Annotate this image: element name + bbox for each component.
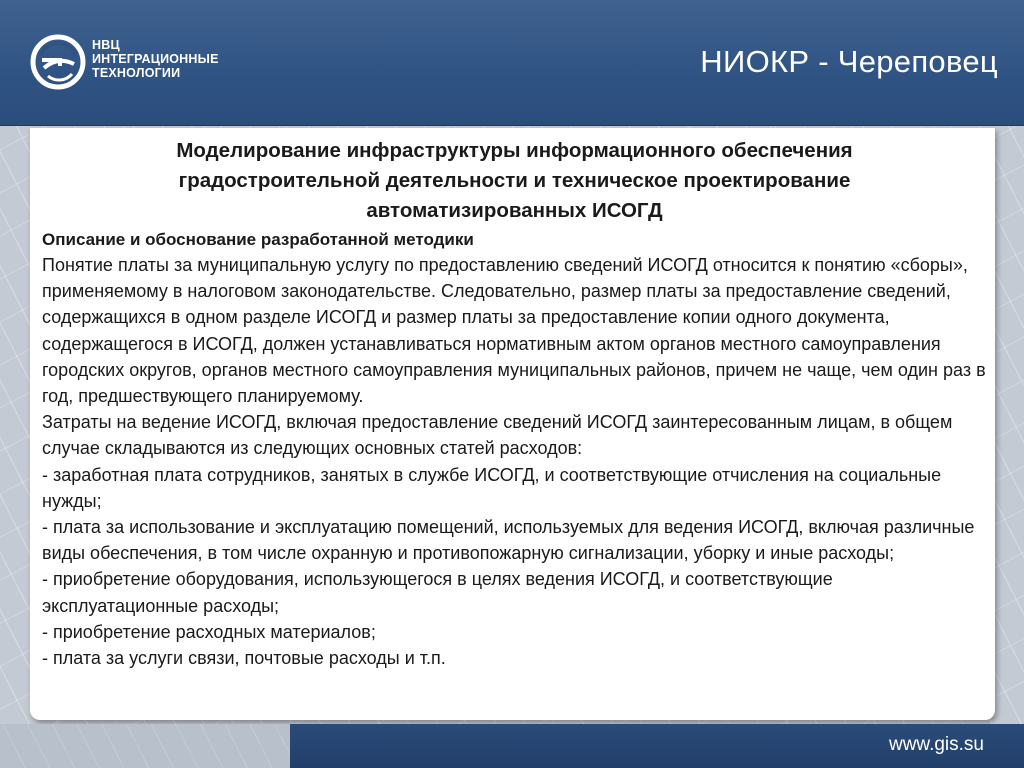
logo-line: ИНТЕГРАЦИОННЫЕ	[92, 52, 219, 66]
slide-title-line: автоматизированных ИСОГД	[366, 199, 663, 222]
paragraph: Затраты на ведение ИСОГД, включая предоставление сведений ИСОГД заинтересованным лицам, в общем случае складываются из следующих основных статей расходов:	[42, 412, 953, 459]
content-body	[42, 136, 987, 671]
slide-title	[42, 136, 987, 226]
website-link[interactable]: www.gis.su	[888, 734, 984, 755]
slide-header	[0, 0, 1024, 126]
footer-map-strip	[0, 724, 290, 768]
logo-text	[92, 38, 219, 80]
list-item: - приобретение расходных материалов;	[42, 621, 376, 642]
body-text	[42, 252, 987, 671]
region-title: НИОКР - Череповец	[700, 44, 998, 79]
section-title: Описание и обоснование разработанной методики	[42, 230, 474, 249]
slide-title-line: градостроительной деятельности и техническое проектирование	[178, 169, 851, 192]
list-item: - приобретение оборудования, использующегося в целях ведения ИСОГД, и соответствующие эксплуатационные расходы;	[42, 569, 833, 616]
list-item: - плата за использование и эксплуатацию помещений, используемых для ведения ИСОГД, включая различные виды обеспечения, в том числе охранную и противопожарную сигнализации, уборку и иные расходы;	[42, 517, 975, 564]
company-logo	[30, 32, 270, 94]
list-item: - заработная плата сотрудников, занятых в службе ИСОГД, и соответствующие отчисления на социальные нужды;	[42, 464, 942, 511]
slide-title-line: Моделирование инфраструктуры информационного обеспечения	[176, 139, 853, 162]
content-panel	[30, 128, 995, 720]
logo-line: ТЕХНОЛОГИИ	[92, 66, 181, 80]
paragraph: Понятие платы за муниципальную услугу по предоставлению сведений ИСОГД относится к понятию «сборы», применяемому в налоговом законодательстве. Следовательно, размер платы за предоставление сведений, содержащихся в одном разделе ИСОГД и размер платы за предоставление копии одного документа, содержащегося в ИСОГД, должен устанавливаться нормативным актом органов местного самоуправления городских округов, органов местного самоуправления муниципальных районов, причем не чаще, чем один раз в год, предшествующего планируемому.	[42, 255, 986, 407]
list-item: - плата за услуги связи, почтовые расходы и т.п.	[42, 648, 446, 669]
logo-globe-icon	[30, 34, 86, 90]
logo-line: НВЦ	[92, 38, 120, 52]
slide-footer	[0, 724, 1024, 768]
